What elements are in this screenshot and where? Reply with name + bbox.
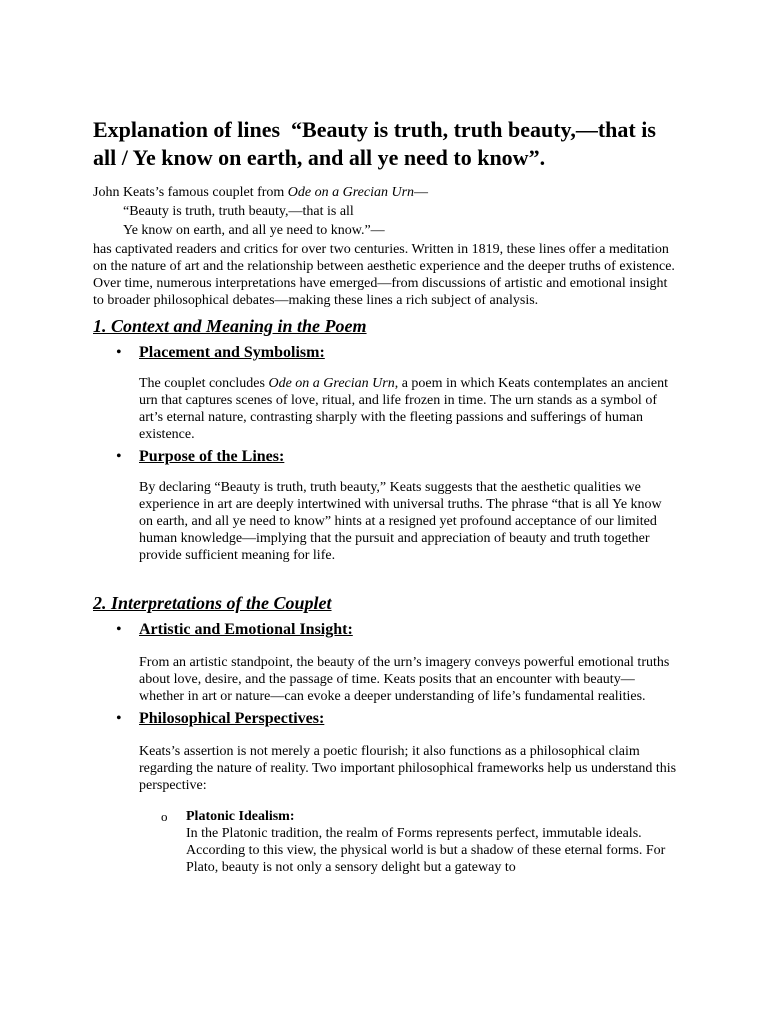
sub-bullet-platonic bbox=[93, 808, 678, 876]
intro-paragraph: has captivated readers and critics for over two centuries. Written in 1819, these lines offer a meditation on the nature of art and the relationship between aesthetic experience and the deeper truths of existence. Over time, numerous interpretations have emerged—from discussions of artistic and emotional insight to broader philosophical debates—making these lines a rich subject of analysis. bbox=[93, 242, 675, 308]
document-title: Explanation of lines “Beauty is truth, truth beauty,—that is all / Ye know on earth, and all ye need to know”. bbox=[93, 117, 662, 170]
section-1-heading: 1. Context and Meaning in the Poem bbox=[93, 316, 367, 336]
bullet-dot: • bbox=[116, 710, 122, 727]
bullet-title: Artistic and Emotional Insight: bbox=[139, 621, 353, 638]
bullet-title: Placement and Symbolism: bbox=[139, 344, 325, 361]
placement-text: , a poem in which Keats contemplates an ancient urn that captures scenes of love, ritual, and life frozen in time. The urn stands as a symbol of art’s eternal nature, contrasting sharply with the fleeting passions and sufferings of human existence. bbox=[139, 376, 668, 442]
bullet-title: Purpose of the Lines: bbox=[139, 448, 285, 465]
section-2-heading: 2. Interpretations of the Couplet bbox=[93, 593, 332, 613]
intro-line bbox=[93, 184, 678, 201]
document-page bbox=[93, 116, 678, 876]
placement-poem-title: Ode on a Grecian Urn bbox=[268, 376, 395, 391]
sub-bullet-title: Platonic Idealism: bbox=[186, 809, 295, 824]
philosophical-paragraph: Keats’s assertion is not merely a poetic flourish; it also functions as a philosophical claim regarding the nature of reality. Two important philosophical frameworks help us understand this perspective: bbox=[139, 744, 677, 793]
artistic-paragraph: From an artistic standpoint, the beauty of the urn’s imagery conveys powerful emotional truths about love, desire, and the passage of time. Keats posits that an encounter with beauty—whether in art or nature—can evoke a deeper understanding of life’s fundamental realities. bbox=[139, 655, 670, 704]
bullet-purpose bbox=[93, 447, 678, 467]
intro-poem-title: Ode on a Grecian Urn bbox=[287, 185, 415, 200]
quote-line-2: Ye know on earth, and all ye need to know.”— bbox=[123, 223, 385, 238]
bullet-dot: • bbox=[116, 344, 122, 361]
intro-suffix: — bbox=[414, 185, 429, 200]
bullet-philosophical bbox=[93, 709, 678, 729]
couplet-quote bbox=[93, 203, 678, 239]
sub-bullet-text: In the Platonic tradition, the realm of Forms represents perfect, immutable ideals. According to this view, the physical world is but a shadow of these eternal forms. For Plato, beauty is not only a sensory delight but a gateway to bbox=[186, 826, 666, 875]
quote-line-1: “Beauty is truth, truth beauty,—that is all bbox=[123, 204, 354, 219]
intro-prefix: John Keats’s famous couplet from bbox=[93, 185, 288, 200]
placement-prefix: The couplet concludes bbox=[139, 376, 269, 391]
bullet-title: Philosophical Perspectives: bbox=[139, 710, 325, 727]
bullet-dot: • bbox=[116, 448, 122, 465]
bullet-dot: • bbox=[116, 621, 122, 638]
purpose-paragraph: By declaring “Beauty is truth, truth beauty,” Keats suggests that the aesthetic qualities we experience in art are deeply intertwined with universal truths. The phrase “that is all Ye know on earth, and all ye need to know” hints at a resigned yet profound acceptance of our limited human knowledge—implying that the pursuit and appreciation of beauty and truth together provide sufficient meaning for life. bbox=[139, 480, 662, 563]
bullet-placement-symbolism bbox=[93, 343, 678, 363]
bullet-artistic-insight bbox=[93, 620, 678, 640]
placement-paragraph bbox=[93, 375, 678, 443]
sub-bullet-circle: o bbox=[161, 809, 168, 824]
